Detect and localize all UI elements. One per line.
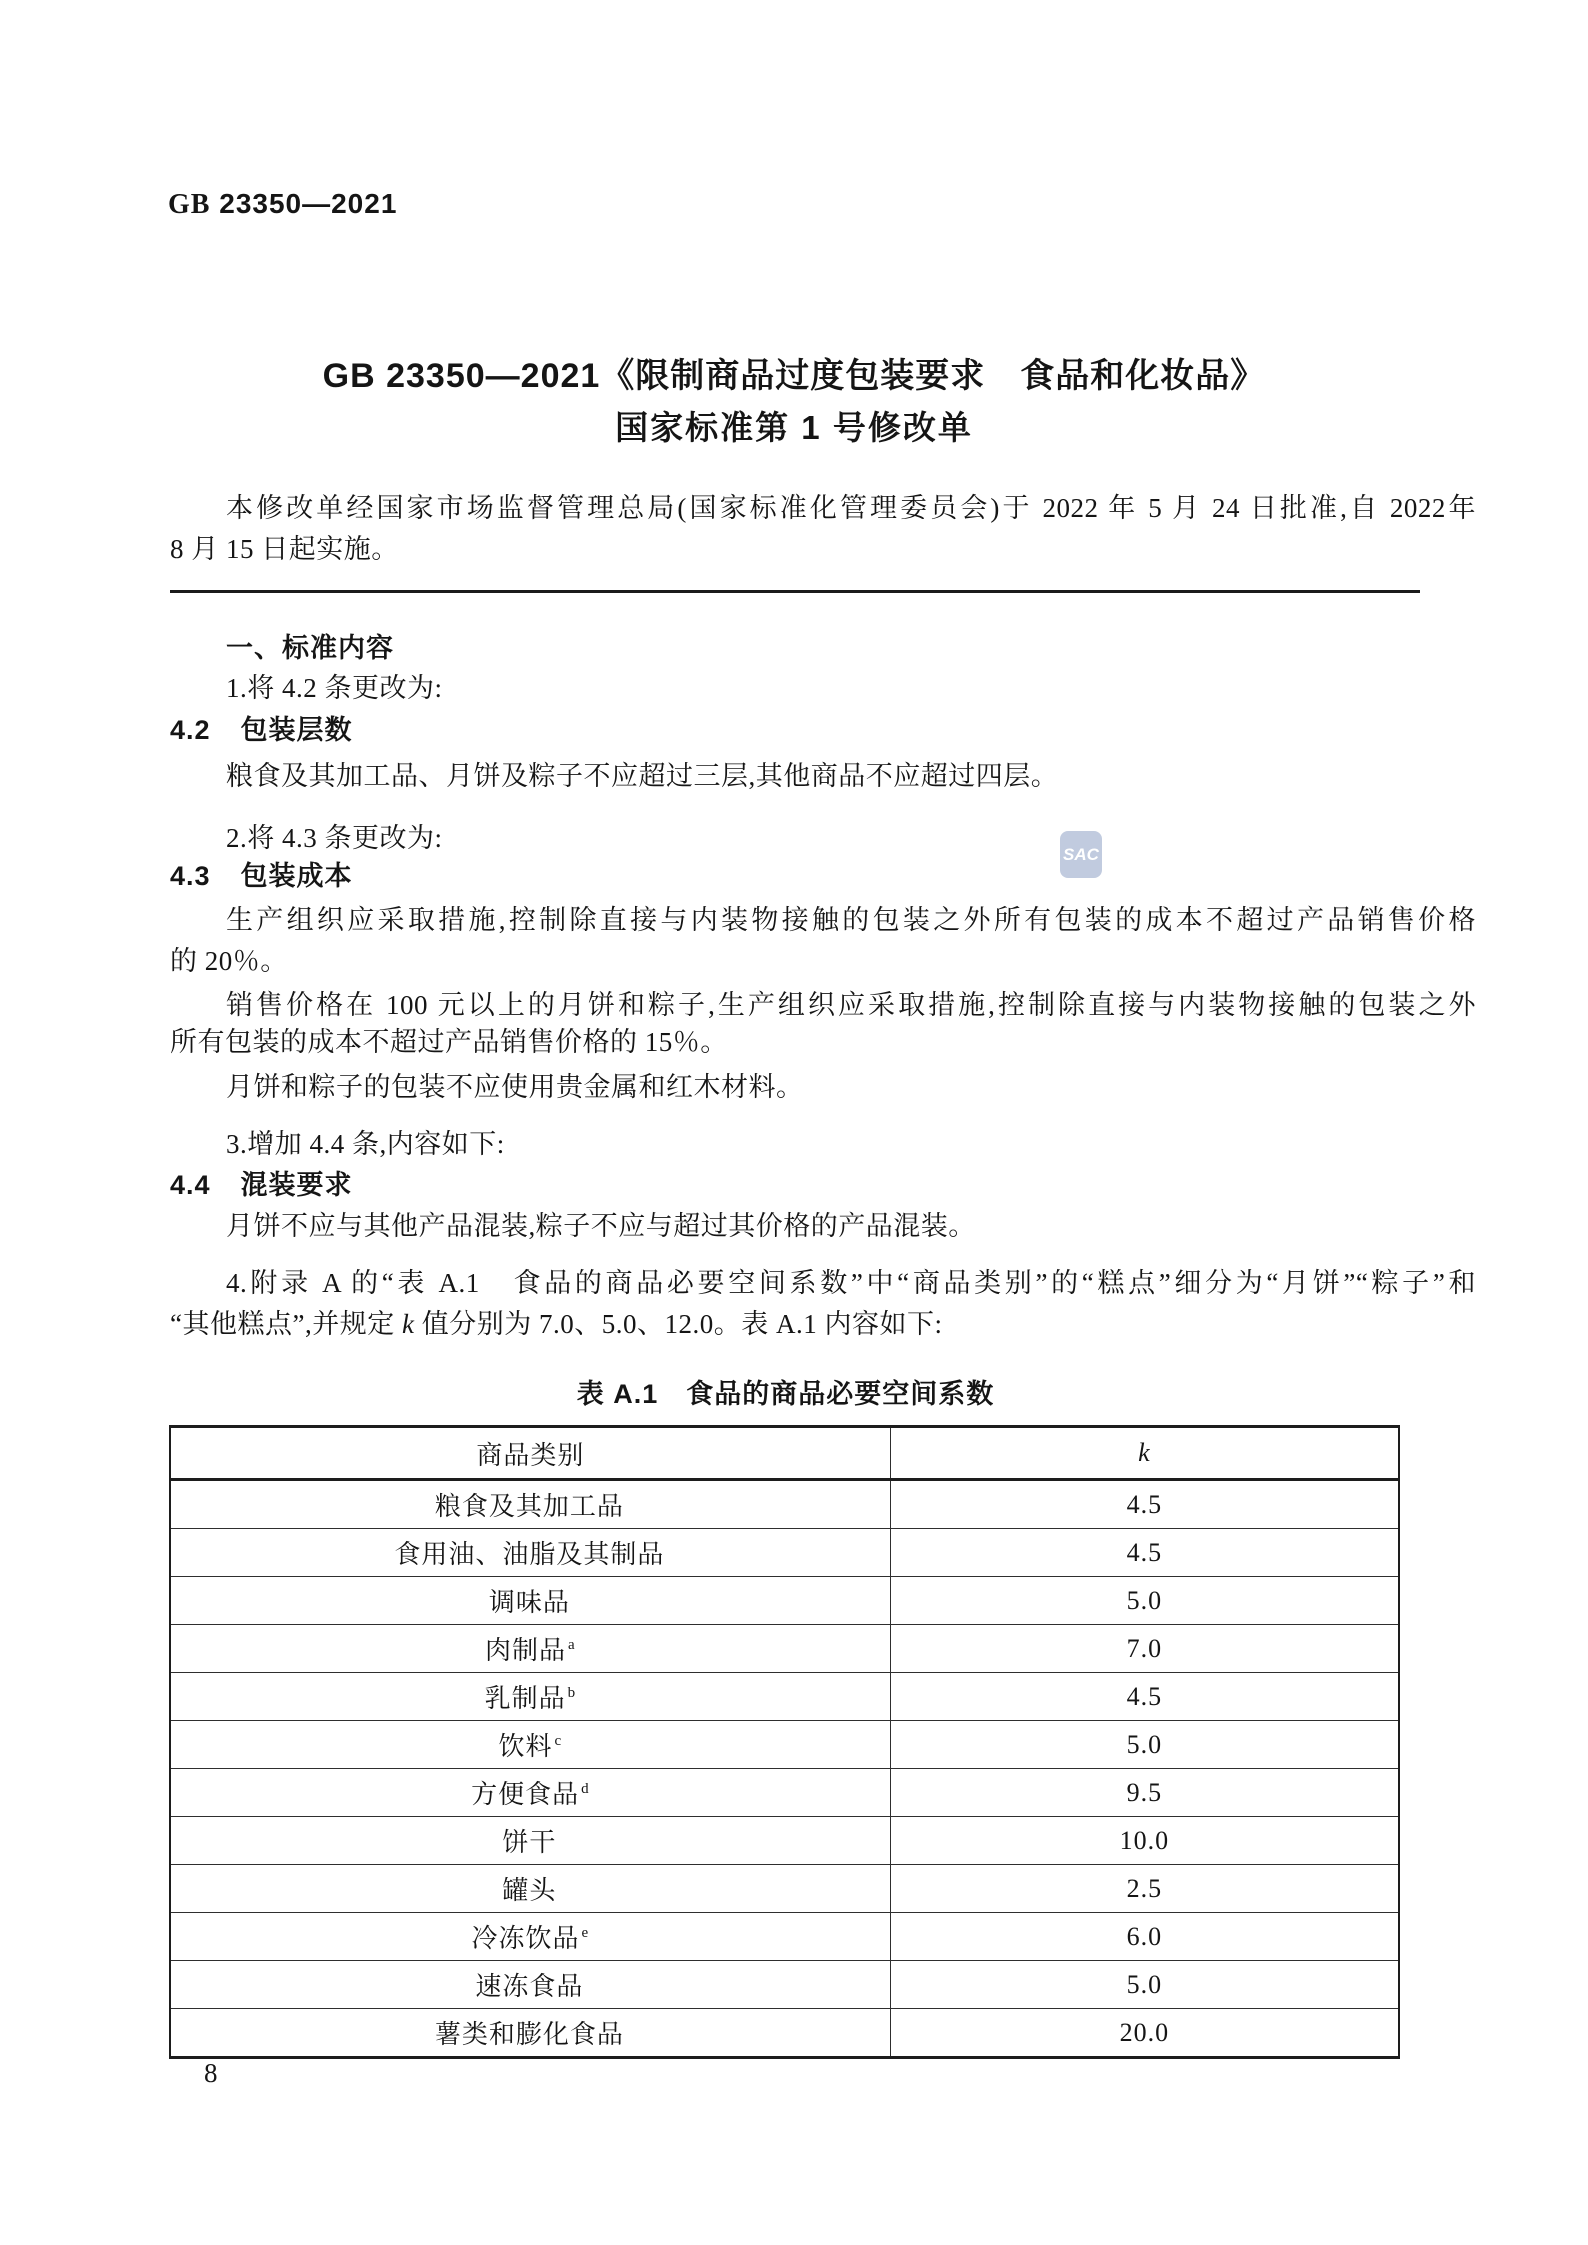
clause-4-3-title: 包装成本 [240, 861, 353, 891]
table-row [170, 1865, 1399, 1913]
standard-code-prefix: GB [168, 189, 211, 220]
category-cell: 调味品 [170, 1577, 890, 1625]
k-value-cell: 5.0 [890, 1721, 1399, 1769]
sac-watermark-text: SAC [1063, 844, 1099, 864]
k-value-cell: 4.5 [890, 1529, 1399, 1577]
category-cell: 速冻食品 [170, 1961, 890, 2009]
intro-line-1: 本修改单经国家市场监督管理总局(国家标准化管理委员会)于 2022 年 5 月 24 日批准,自 2022年 [226, 493, 1476, 523]
k-value-cell: 10.0 [890, 1817, 1399, 1865]
k-value-cell: 7.0 [890, 1625, 1399, 1673]
k-value-cell: 5.0 [890, 1961, 1399, 2009]
k-value-cell: 5.0 [890, 1577, 1399, 1625]
clause-4-3-paragraph-1-line-1: 生产组织应采取措施,控制除直接与内装物接触的包装之外所有包装的成本不超过产品销售价格 [226, 905, 1476, 935]
amendment-item-4-line-2 [170, 1308, 1420, 1342]
clause-4-2-text: 粮食及其加工品、月饼及粽子不应超过三层,其他商品不应超过四层。 [226, 761, 1059, 791]
k-value-cell: 4.5 [890, 1673, 1399, 1721]
table-row [170, 1529, 1399, 1577]
k-value-cell: 6.0 [890, 1913, 1399, 1961]
clause-4-3-paragraph-2-line-2: 所有包装的成本不超过产品销售价格的 15％。 [170, 1027, 728, 1057]
clause-4-4-text: 月饼不应与其他产品混装,粽子不应与超过其价格的产品混装。 [226, 1211, 976, 1241]
table-row [170, 1673, 1399, 1721]
clause-4-4-heading [170, 1169, 1420, 1203]
document-title-line2: 国家标准第 1 号修改单 [615, 409, 973, 446]
running-header [168, 188, 397, 221]
section-heading-standard-content: 一、标准内容 [226, 633, 394, 663]
table-row [170, 1961, 1399, 2009]
amendment-item-3: 3.增加 4.4 条,内容如下: [226, 1129, 505, 1159]
category-cell: 冷冻饮品 $^e$ [170, 1913, 890, 1961]
footnote-marker: d [581, 1781, 590, 1798]
category-cell: 食用油、油脂及其制品 [170, 1529, 890, 1577]
footnote-marker: c [554, 1733, 563, 1750]
page-number: 8 [204, 2058, 218, 2088]
table-row [170, 2009, 1399, 2058]
clause-4-3-paragraph-1-line-2: 的 20％。 [170, 946, 288, 976]
k-value-cell: 2.5 [890, 1865, 1399, 1913]
category-cell: 饼干 [170, 1817, 890, 1865]
table-header-row [170, 1427, 1399, 1480]
table-row [170, 1913, 1399, 1961]
clause-4-2-title: 包装层数 [240, 715, 353, 745]
category-cell: 肉制品 $^a$ [170, 1625, 890, 1673]
k-value-cell: 9.5 [890, 1769, 1399, 1817]
document-title-line1: GB 23350—2021《限制商品过度包装要求 食品和化妆品》 [322, 357, 1266, 395]
amendment-item-4-line-1: 4.附录 A 的“表 A.1 食品的商品必要空间系数”中“商品类别”的“糕点”细分为“月饼”“粽子”和 [226, 1268, 1476, 1298]
k-value-cell: 20.0 [890, 2009, 1399, 2058]
table-row [170, 1480, 1399, 1529]
clause-4-2-number: 4.2 [170, 715, 211, 745]
coefficient-k-symbol: k [401, 1309, 415, 1339]
category-cell: 乳制品 $^b$ [170, 1673, 890, 1721]
clause-4-3-heading [170, 860, 1420, 894]
column-header-k: k [890, 1427, 1399, 1480]
clause-4-3-number: 4.3 [170, 861, 211, 891]
standard-code-number: 23350—2021 [210, 188, 398, 219]
table-row [170, 1625, 1399, 1673]
category-cell: 薯类和膨化食品 [170, 2009, 890, 2058]
amendment-item-2: 2.将 4.3 条更改为: [226, 823, 443, 853]
footnote-marker: b [567, 1685, 577, 1702]
amendment-item-1: 1.将 4.2 条更改为: [226, 673, 443, 703]
table-row [170, 1769, 1399, 1817]
category-cell: 饮料 $^c$ [170, 1721, 890, 1769]
category-cell: 粮食及其加工品 [434, 1492, 624, 1521]
space-coefficient-table [169, 1425, 1400, 2059]
clause-4-3-paragraph-3: 月饼和粽子的包装不应使用贵金属和红木材料。 [226, 1072, 804, 1102]
category-cell: 方便食品 $^d$ [170, 1769, 890, 1817]
horizontal-rule [170, 590, 1420, 593]
footnote-marker: a [568, 1637, 576, 1654]
clause-4-4-title: 混装要求 [240, 1170, 353, 1200]
clause-4-4-number: 4.4 [170, 1170, 211, 1200]
table-row [170, 1817, 1399, 1865]
table-row [170, 1721, 1399, 1769]
footnote-marker: e [581, 1925, 590, 1942]
item-4-text-before-k: “其他糕点”,并规定 [170, 1309, 402, 1339]
table-row [170, 1577, 1399, 1625]
k-value-cell: 4.5 [890, 1480, 1399, 1529]
column-header-category: 商品类别 [170, 1427, 890, 1480]
clause-4-2-heading [170, 714, 1420, 748]
intro-line-2: 8 月 15 日起实施。 [170, 534, 399, 564]
table-caption: 表 A.1 食品的商品必要空间系数 [576, 1379, 995, 1409]
item-4-text-after-k: 值分别为 7.0、5.0、12.0。表 A.1 内容如下: [414, 1309, 943, 1339]
clause-4-3-paragraph-2-line-1: 销售价格在 100 元以上的月饼和粽子,生产组织应采取措施,控制除直接与内装物接触的包装之外 [226, 990, 1476, 1020]
category-cell: 罐头 [170, 1865, 890, 1913]
